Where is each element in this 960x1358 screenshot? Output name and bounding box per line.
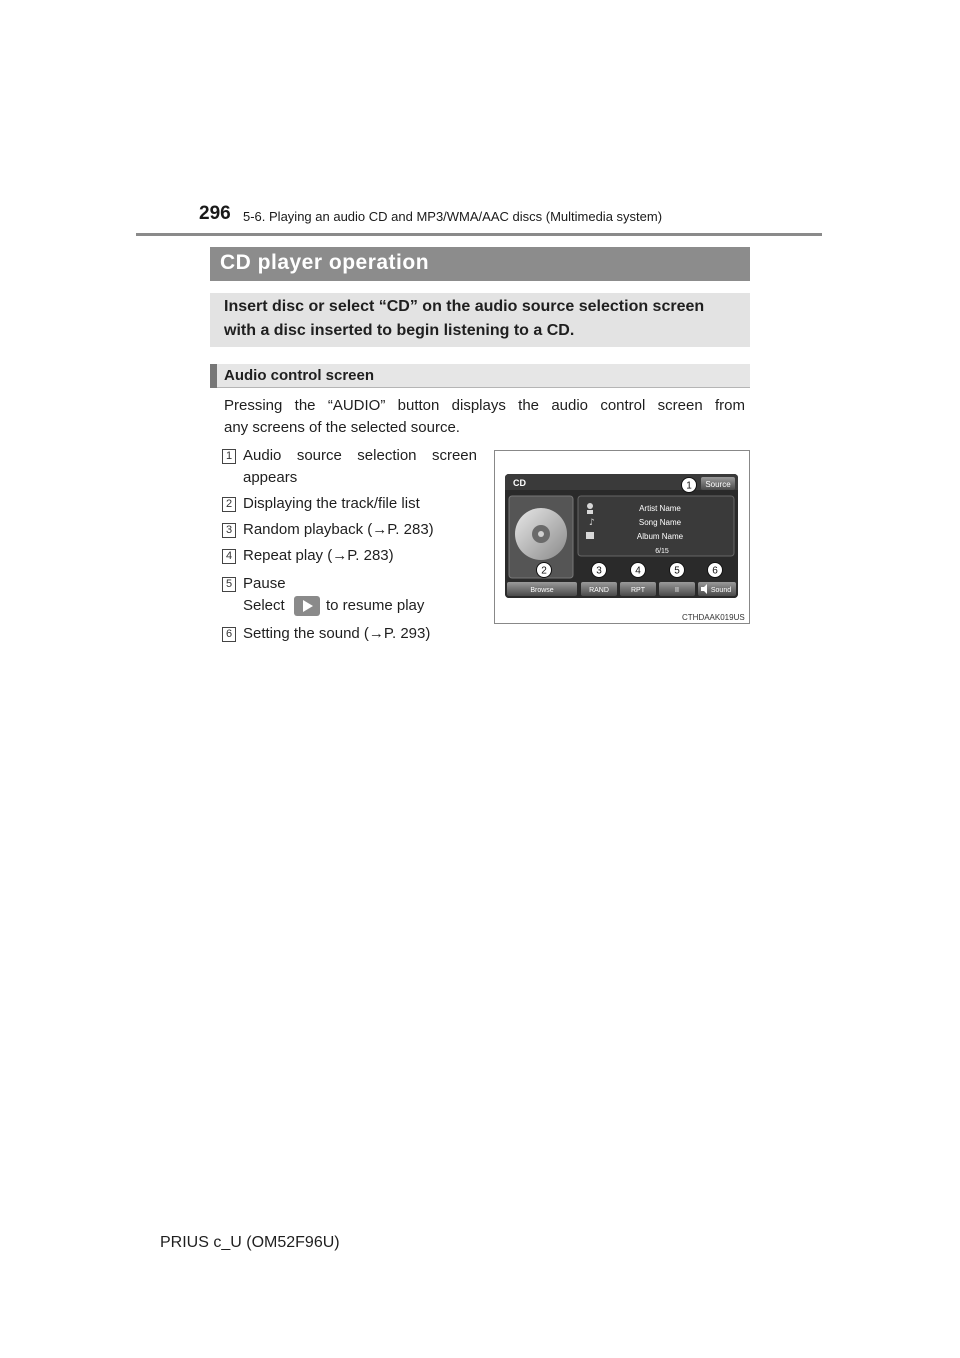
callout-4 bbox=[631, 563, 646, 578]
item-2-text: Displaying the track/file list bbox=[243, 495, 420, 512]
item-5-text: Pause bbox=[243, 575, 286, 592]
svg-text:6: 6 bbox=[712, 565, 718, 577]
song-name: Song Name bbox=[638, 518, 682, 527]
svg-text:4: 4 bbox=[635, 565, 641, 577]
callout-3 bbox=[592, 563, 607, 578]
sound-button-label: Sound bbox=[710, 587, 732, 594]
item-number-1: 1 bbox=[222, 449, 236, 464]
svg-text:2: 2 bbox=[541, 565, 547, 577]
pause-resume-text: to resume play bbox=[326, 597, 425, 614]
item-6-text: Setting the sound (→P. 293) bbox=[243, 625, 431, 642]
album-icon bbox=[586, 532, 594, 539]
page-number: 296 bbox=[199, 203, 231, 224]
play-icon bbox=[294, 596, 320, 616]
artist-icon bbox=[587, 503, 593, 509]
running-head: 5-6. Playing an audio CD and MP3/WMA/AAC discs (Multimedia system) bbox=[243, 209, 663, 224]
source-button-label: Source bbox=[705, 480, 731, 489]
intro-line-1: Insert disc or select “CD” on the audio source selection screen bbox=[224, 298, 705, 315]
album-name: Album Name bbox=[636, 532, 684, 541]
svg-text:1: 1 bbox=[686, 480, 692, 492]
item-number-5: 5 bbox=[222, 577, 236, 592]
body-line-1: Pressing the “AUDIO” button displays the audio control screen from bbox=[224, 397, 745, 414]
header-rule bbox=[136, 233, 822, 236]
rand-button-label: RAND bbox=[589, 587, 609, 594]
intro-line-2: with a disc inserted to begin listening to a CD. bbox=[224, 322, 575, 339]
item-1-text-line-1: Audio source selection screen bbox=[243, 447, 477, 464]
item-number-3: 3 bbox=[222, 523, 236, 538]
item-4-text: Repeat play (→P. 283) bbox=[243, 547, 394, 564]
item-3-text: Random playback (→P. 283) bbox=[243, 521, 434, 538]
callout-2 bbox=[537, 563, 552, 578]
svg-text:3: 3 bbox=[596, 565, 602, 577]
callout-5 bbox=[670, 563, 685, 578]
footer-model: PRIUS c_U (OM52F96U) bbox=[160, 1234, 340, 1251]
pause-select-text: Select bbox=[243, 597, 285, 614]
item-number-6: 6 bbox=[222, 627, 236, 642]
screen-title: CD bbox=[513, 478, 526, 488]
figure-code: CTHDAAK019US bbox=[682, 613, 745, 622]
artist-name: Artist Name bbox=[639, 504, 681, 513]
svg-text:5: 5 bbox=[674, 565, 680, 577]
browse-button-label: Browse bbox=[530, 587, 554, 594]
callout-1 bbox=[682, 478, 697, 493]
subsection-title: Audio control screen bbox=[224, 367, 375, 384]
item-1-text-line-2: appears bbox=[243, 469, 298, 486]
audio-control-screen bbox=[505, 474, 738, 598]
track-counter: 6/15 bbox=[655, 548, 669, 555]
rpt-button-label: RPT bbox=[631, 587, 645, 594]
section-title: CD player operation bbox=[220, 251, 430, 274]
pause-button-label: II bbox=[675, 587, 679, 594]
callout-6 bbox=[708, 563, 723, 578]
item-number-2: 2 bbox=[222, 497, 236, 512]
item-number-4: 4 bbox=[222, 549, 236, 564]
body-line-2: any screens of the selected source. bbox=[224, 419, 460, 436]
subsection-accent bbox=[210, 364, 217, 388]
song-icon: ♪ bbox=[589, 518, 595, 528]
